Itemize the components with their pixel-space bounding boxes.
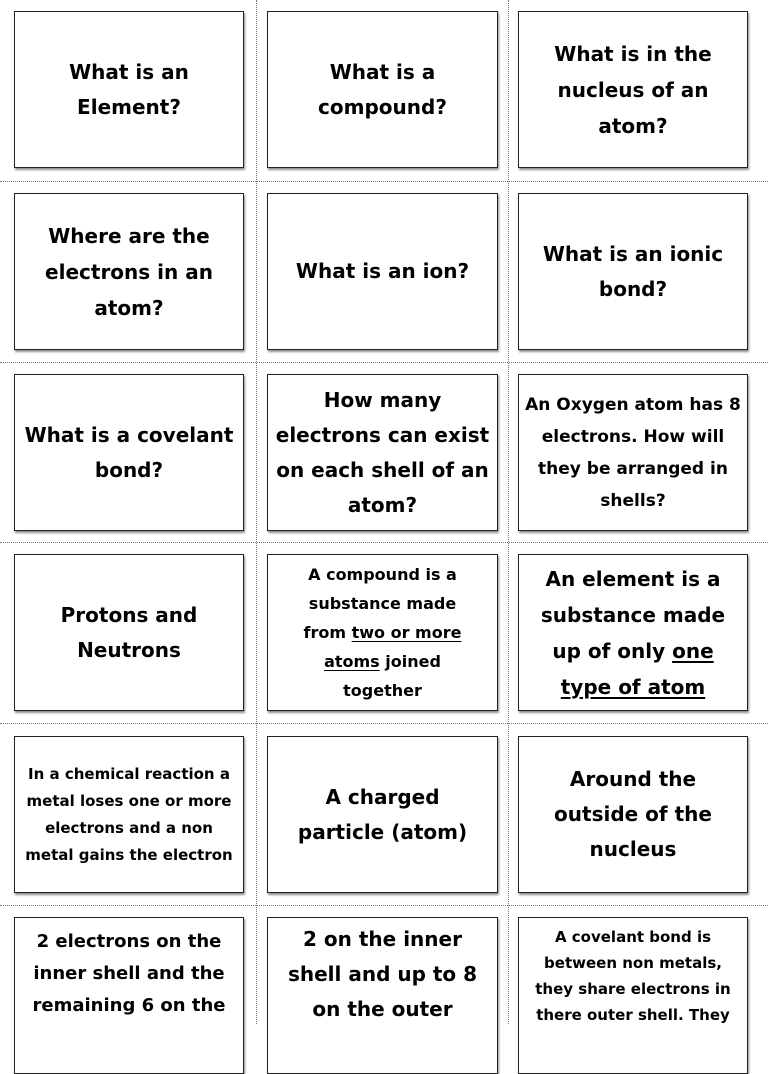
card-text <box>527 561 739 705</box>
card-text: Where are the electrons in an atom? <box>45 223 213 320</box>
card-text: What is in the nucleus of an atom? <box>554 41 712 138</box>
card-text <box>288 560 477 705</box>
card-text: What is a compound? <box>318 59 447 119</box>
card-text: What is an Element? <box>69 59 189 119</box>
card-text: An Oxygen atom has 8 electrons. How will they be arranged in shells? <box>525 394 741 511</box>
card-text-part: An element is a substance made up of only <box>540 566 726 663</box>
card-text: 2 on the inner shell and up to 8 on the outer <box>287 927 478 1021</box>
card-text: How many electrons can exist on each shell of an atom? <box>275 387 490 517</box>
cut-line-horizontal <box>0 181 768 182</box>
cut-line-vertical <box>256 0 257 1024</box>
flashcard <box>518 193 748 350</box>
card-text-underlined: one type of atom <box>560 638 714 699</box>
card-text: What is a covelant bond? <box>24 422 234 482</box>
flashcard <box>267 193 498 350</box>
cut-line-horizontal <box>0 542 768 543</box>
cut-line-horizontal <box>0 362 768 363</box>
flashcard <box>14 11 244 168</box>
flashcard <box>267 736 498 893</box>
flashcard <box>267 11 498 168</box>
card-text: A covelant bond is between non metals, they share electrons in there outer shell. They <box>535 928 731 1024</box>
flashcard <box>518 917 748 1074</box>
flashcard <box>14 374 244 531</box>
flashcard <box>518 374 748 531</box>
card-text-part: joined together <box>343 652 441 700</box>
flashcard <box>14 193 244 350</box>
cut-line-horizontal <box>0 723 768 724</box>
card-text-underlined: two or more atoms <box>324 623 462 671</box>
cut-line-vertical <box>508 0 509 1024</box>
flashcard <box>518 554 748 711</box>
flashcard <box>267 917 498 1074</box>
card-text: What is an ionic bond? <box>542 241 724 301</box>
card-text-part: A compound is a substance made from <box>303 565 457 642</box>
flashcard <box>267 374 498 531</box>
card-text: Protons and Neutrons <box>60 602 198 662</box>
card-text: Around the outside of the nucleus <box>554 767 712 861</box>
flashcard <box>14 736 244 893</box>
card-text: In a chemical reaction a metal loses one or more electrons and a non metal gains the electron <box>25 764 233 864</box>
card-text: 2 electrons on the inner shell and the remaining 6 on the <box>32 931 226 1016</box>
flashcard <box>14 554 244 711</box>
flashcard <box>518 11 748 168</box>
cut-line-horizontal <box>0 905 768 906</box>
card-text: A charged particle (atom) <box>297 784 468 844</box>
flashcard <box>14 917 244 1074</box>
card-text: What is an ion? <box>295 259 470 283</box>
flashcard <box>267 554 498 711</box>
flashcard <box>518 736 748 893</box>
